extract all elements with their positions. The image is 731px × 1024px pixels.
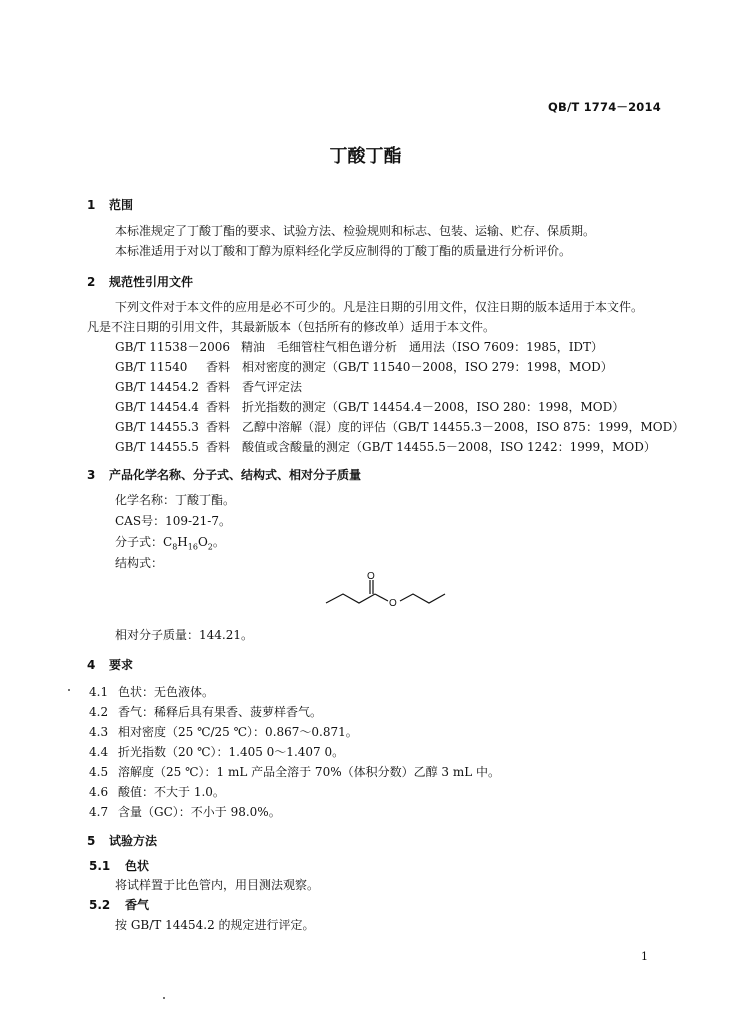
chemical-name: 化学名称：丁酸丁酯。 — [115, 493, 236, 507]
item-number: 4.7 — [89, 805, 109, 819]
reference-item — [115, 338, 603, 355]
reference-text: 香料 相对密度的测定（GB/T 11540－2008，ISO 279：1998，MOD） — [206, 360, 613, 374]
structural-formula — [318, 568, 458, 614]
requirement-item — [89, 703, 322, 720]
subsection-5-1-heading — [89, 857, 149, 874]
formula-punct: 。 — [212, 535, 225, 549]
item-number: 4.4 — [89, 745, 109, 759]
reference-code: GB/T 14455.3 — [115, 420, 199, 434]
item-number: 4.6 — [89, 785, 109, 799]
formula-element: C — [163, 535, 173, 549]
reference-text: 香料 酸值或含酸量的测定（GB/T 14455.5－2008，ISO 1242：1999，MOD） — [206, 440, 656, 454]
section-1-heading — [87, 196, 133, 213]
formula-element: H — [177, 535, 188, 549]
reference-item — [115, 438, 656, 455]
section-number: 2 — [87, 275, 96, 289]
item-number: 4.5 — [89, 765, 109, 779]
section-3-heading — [87, 466, 361, 483]
formula-subscript: 16 — [187, 542, 198, 552]
requirement-item — [89, 783, 225, 800]
acyl-chain — [326, 594, 375, 603]
subsection-5-2-heading — [89, 896, 149, 913]
item-text: 香气：稀释后具有果香、菠萝样香气。 — [118, 705, 323, 719]
item-text: 折光指数（20 ℃）：1.405 0～1.407 0。 — [118, 745, 345, 759]
section-5-heading — [87, 832, 157, 849]
reference-code: GB/T 14455.5 — [115, 440, 199, 454]
reference-item — [115, 398, 624, 415]
structure-label: 结构式： — [115, 556, 164, 570]
scan-speck — [163, 997, 165, 999]
section-number: 3 — [87, 468, 96, 482]
reference-code: GB/T 14454.2 — [115, 380, 199, 394]
reference-text: 香料 折光指数的测定（GB/T 14454.4－2008，ISO 280：1998，MOD） — [206, 400, 625, 414]
section-title: 要求 — [109, 658, 134, 672]
document-title: 丁酸丁酯 — [329, 146, 402, 167]
reference-text: 香料 乙醇中溶解（混）度的评估（GB/T 14455.3－2008，ISO 875：1999，MOD） — [206, 420, 685, 434]
formula-element: O — [197, 535, 208, 549]
subsection-title: 香气 — [125, 898, 150, 912]
item-number: 4.3 — [89, 725, 109, 739]
subsection-number: 5.1 — [89, 859, 111, 873]
requirement-item — [89, 763, 500, 780]
reference-code: GB/T 11538－2006 — [115, 340, 230, 354]
molecular-mass: 相对分子质量：144.21。 — [115, 628, 253, 642]
section-title: 规范性引用文件 — [109, 275, 194, 289]
ester-bond — [375, 594, 388, 601]
reference-text: 香料 香气评定法 — [206, 380, 303, 394]
section-2-heading — [87, 273, 193, 290]
requirement-item — [89, 803, 281, 820]
item-text: 溶解度（25 ℃）：1 mL 产品全溶于 70%（体积分数）乙醇 3 mL 中。 — [118, 765, 501, 779]
scan-speck — [68, 689, 70, 691]
atom-label: O — [367, 571, 375, 582]
item-text: 相对密度（25 ℃/25 ℃）：0.867～0.871。 — [118, 725, 358, 739]
section-number: 1 — [87, 198, 96, 212]
item-number: 4.1 — [89, 685, 109, 699]
standard-code: QB/T 1774－2014 — [548, 100, 661, 114]
paragraph: 凡是不注日期的引用文件，其最新版本（包括所有的修改单）适用于本文件。 — [87, 320, 496, 334]
section-4-heading — [87, 656, 133, 673]
reference-item — [115, 378, 302, 395]
formula-subscript: 2 — [207, 542, 213, 552]
paragraph: 按 GB/T 14454.2 的规定进行评定。 — [115, 918, 315, 932]
section-number: 4 — [87, 658, 96, 672]
paragraph: 本标准适用于对以丁酸和丁醇为原料经化学反应制得的丁酸丁酯的质量进行分析评价。 — [115, 244, 572, 258]
item-text: 色状：无色液体。 — [118, 685, 215, 699]
formula-subscript: 8 — [172, 542, 178, 552]
subsection-number: 5.2 — [89, 898, 111, 912]
requirement-item — [89, 743, 344, 760]
requirement-item — [89, 723, 358, 740]
reference-item — [115, 358, 613, 375]
molecular-formula — [115, 533, 225, 551]
formula-label: 分子式： — [115, 535, 164, 549]
atom-label: O — [389, 598, 397, 609]
section-number: 5 — [87, 834, 96, 848]
section-title: 试验方法 — [109, 834, 158, 848]
item-text: 含量（GC）：不小于 98.0%。 — [118, 805, 281, 819]
reference-item — [115, 418, 684, 435]
section-title: 产品化学名称、分子式、结构式、相对分子质量 — [109, 468, 362, 482]
paragraph: 本标准规定了丁酸丁酯的要求、试验方法、检验规则和标志、包装、运输、贮存、保质期。 — [115, 224, 596, 238]
page-number: 1 — [641, 950, 648, 963]
cas-number: CAS号：109-21-7。 — [115, 514, 231, 528]
requirement-item — [89, 683, 214, 700]
reference-code: GB/T 14454.4 — [115, 400, 199, 414]
reference-code: GB/T 11540 — [115, 360, 188, 374]
item-number: 4.2 — [89, 705, 109, 719]
item-text: 酸值：不大于 1.0。 — [118, 785, 225, 799]
butyl-chain — [400, 594, 445, 603]
paragraph: 将试样置于比色管内，用目测法观察。 — [115, 878, 320, 892]
reference-text: 精油 毛细管柱气相色谱分析 通用法（ISO 7609：1985，IDT） — [241, 340, 604, 354]
subsection-title: 色状 — [125, 859, 150, 873]
paragraph: 下列文件对于本文件的应用是必不可少的。凡是注日期的引用文件，仅注日期的版本适用于本文件。 — [115, 300, 644, 314]
section-title: 范围 — [109, 198, 134, 212]
